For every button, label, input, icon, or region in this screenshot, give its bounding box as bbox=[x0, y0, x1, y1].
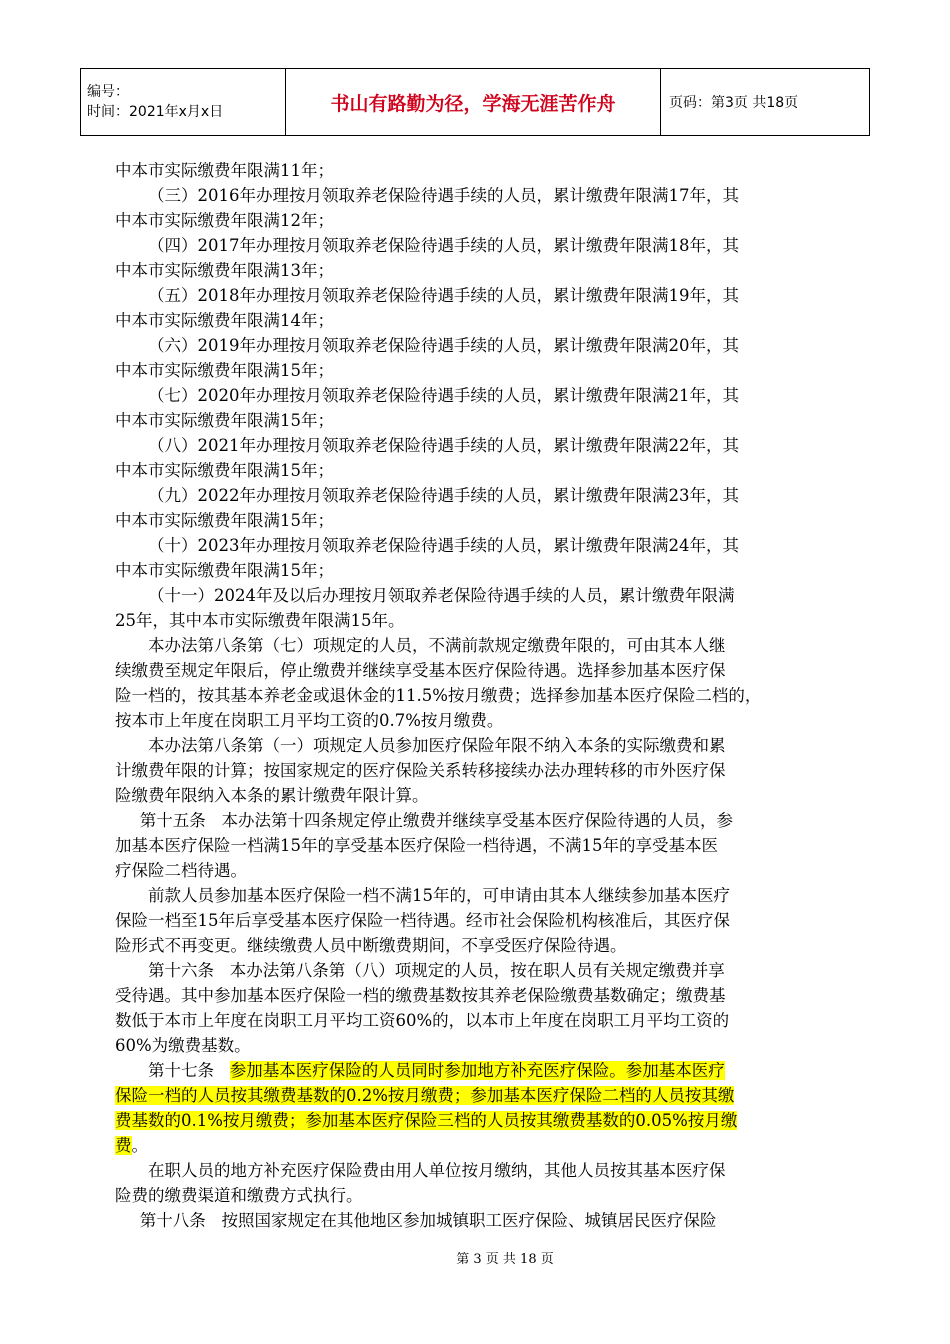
text-line: （六）2019年办理按月领取养老保险待遇手续的人员，累计缴费年限满20年，其 bbox=[148, 336, 739, 355]
text-line: 中本市实际缴费年限满15年； bbox=[115, 561, 334, 580]
text-line: 险费的缴费渠道和缴费方式执行。 bbox=[115, 1186, 363, 1205]
text-line: 险形式不再变更。继续缴费人员中断缴费期间，不享受医疗保险待遇。 bbox=[115, 936, 627, 955]
article-17-line bbox=[115, 1108, 840, 1133]
text-line: 中本市实际缴费年限满15年； bbox=[115, 411, 334, 430]
text-line: 第十八条 按照国家规定在其他地区参加城镇职工医疗保险、城镇居民医疗保险 bbox=[139, 1211, 717, 1230]
text-line: （八）2021年办理按月领取养老保险待遇手续的人员，累计缴费年限满22年，其 bbox=[148, 436, 739, 455]
text-line: （七）2020年办理按月领取养老保险待遇手续的人员，累计缴费年限满21年，其 bbox=[148, 386, 739, 405]
highlighted-text: 参加基本医疗保险的人员同时参加地方补充医疗保险。参加基本医疗 bbox=[229, 1061, 725, 1080]
text-line: 前款人员参加基本医疗保险一档不满15年的，可申请由其本人继续参加基本医疗 bbox=[148, 886, 730, 905]
text-line: 在职人员的地方补充医疗保险费由用人单位按月缴纳，其他人员按其基本医疗保 bbox=[148, 1161, 726, 1180]
header-number: 编号： bbox=[87, 84, 129, 100]
text-line: 第十六条 本办法第八条第（八）项规定的人员，按在职人员有关规定缴费并享 bbox=[148, 961, 725, 980]
text-line: 中本市实际缴费年限满13年； bbox=[115, 261, 334, 280]
header-motto: 书山有路勤为径，学海无涯苦作舟 bbox=[286, 69, 661, 136]
header-time: 时间：2021年x月x日 bbox=[87, 104, 224, 120]
highlighted-text: 保险一档的人员按其缴费基数的0.2%按月缴费；参加基本医疗保险二档的人员按其缴 bbox=[115, 1086, 735, 1105]
text-line: （三）2016年办理按月领取养老保险待遇手续的人员，累计缴费年限满17年，其 bbox=[148, 186, 739, 205]
article-17-line bbox=[115, 1058, 840, 1083]
text-line: 疗保险二档待遇。 bbox=[115, 861, 247, 880]
footer-page-number: 第 3 页 共 18 页 bbox=[456, 1252, 554, 1267]
text-line: 中本市实际缴费年限满15年； bbox=[115, 361, 334, 380]
text-line: 保险一档至15年后享受基本医疗保险一档待遇。经市社会保险机构核准后，其医疗保 bbox=[115, 911, 730, 930]
text-line: 险缴费年限纳入本条的累计缴费年限计算。 bbox=[115, 786, 429, 805]
text-line: （十一）2024年及以后办理按月领取养老保险待遇手续的人员，累计缴费年限满 bbox=[148, 586, 735, 605]
header-page-number: 页码：第3页 共18页 bbox=[661, 69, 870, 136]
text-line: 加基本医疗保险一档满15年的享受基本医疗保险一档待遇，不满15年的享受基本医 bbox=[115, 836, 718, 855]
header-meta-cell bbox=[81, 69, 286, 136]
text-line: 60%为缴费基数。 bbox=[115, 1036, 251, 1055]
text-line: （五）2018年办理按月领取养老保险待遇手续的人员，累计缴费年限满19年，其 bbox=[148, 286, 739, 305]
text-line: 本办法第八条第（一）项规定人员参加医疗保险年限不纳入本条的实际缴费和累 bbox=[148, 736, 726, 755]
text-line: 计缴费年限的计算；按国家规定的医疗保险关系转移接续办法办理转移的市外医疗保 bbox=[115, 761, 726, 780]
text-line: 本办法第八条第（七）项规定的人员，不满前款规定缴费年限的，可由其本人继 bbox=[148, 636, 726, 655]
document-body bbox=[115, 158, 840, 1233]
page-header bbox=[80, 68, 870, 136]
text-line: 第十五条 本办法第十四条规定停止缴费并继续享受基本医疗保险待遇的人员，参 bbox=[139, 811, 733, 830]
text-line: 按本市上年度在岗职工月平均工资的0.7%按月缴费。 bbox=[115, 711, 504, 730]
text-line: （四）2017年办理按月领取养老保险待遇手续的人员，累计缴费年限满18年，其 bbox=[148, 236, 739, 255]
highlighted-text: 费 bbox=[115, 1136, 132, 1155]
text-line: （十）2023年办理按月领取养老保险待遇手续的人员，累计缴费年限满24年，其 bbox=[148, 536, 739, 555]
highlighted-text: 费基数的0.1%按月缴费；参加基本医疗保险三档的人员按其缴费基数的0.05%按月缴 bbox=[115, 1111, 738, 1130]
text-line: 续缴费至规定年限后，停止缴费并继续享受基本医疗保险待遇。选择参加基本医疗保 bbox=[115, 661, 726, 680]
text-line: 险一档的，按其基本养老金或退休金的11.5%按月缴费；选择参加基本医疗保险二档的， bbox=[115, 686, 762, 705]
article-17-end: 。 bbox=[131, 1136, 148, 1155]
text-line: 中本市实际缴费年限满15年； bbox=[115, 511, 334, 530]
text-line: 中本市实际缴费年限满12年； bbox=[115, 211, 334, 230]
text-line: （九）2022年办理按月领取养老保险待遇手续的人员，累计缴费年限满23年，其 bbox=[148, 486, 739, 505]
text-line: 受待遇。其中参加基本医疗保险一档的缴费基数按其养老保险缴费基数确定；缴费基 bbox=[115, 986, 726, 1005]
article-17-line bbox=[115, 1133, 840, 1158]
text-line: 中本市实际缴费年限满14年； bbox=[115, 311, 334, 330]
page-footer bbox=[0, 1248, 950, 1267]
article-17-label: 第十七条 bbox=[148, 1061, 230, 1080]
text-line: 25年，其中本市实际缴费年限满15年。 bbox=[115, 611, 405, 630]
text-line: 中本市实际缴费年限满15年； bbox=[115, 461, 334, 480]
text-line: 数低于本市上年度在岗职工月平均工资60%的，以本市上年度在岗职工月平均工资的 bbox=[115, 1011, 730, 1030]
text-line: 中本市实际缴费年限满11年； bbox=[115, 161, 334, 180]
article-17-line bbox=[115, 1083, 840, 1108]
